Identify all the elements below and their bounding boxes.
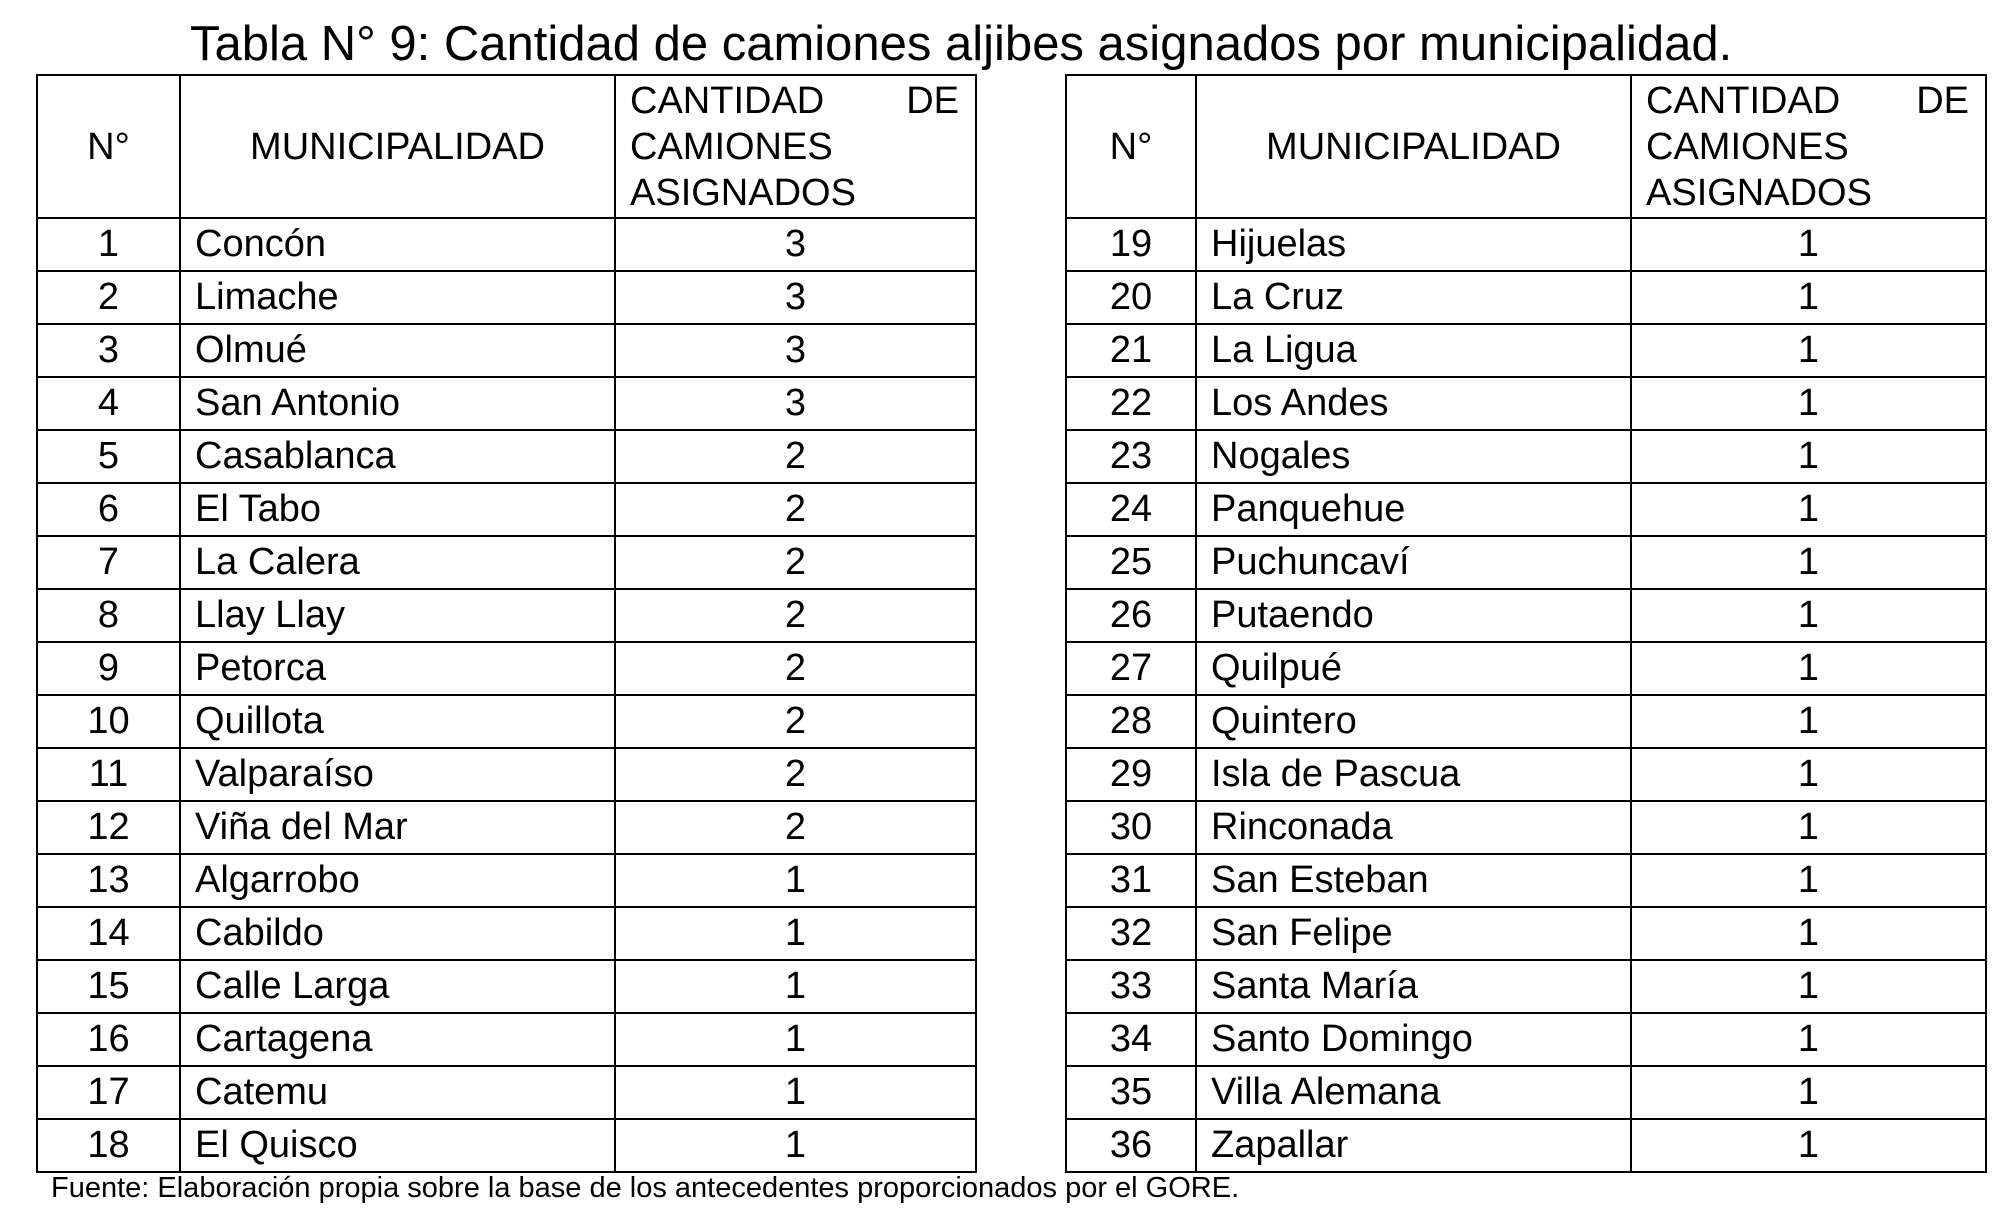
row-quantity: 1 xyxy=(1631,1013,1986,1066)
header-quantity xyxy=(615,75,976,218)
row-quantity: 1 xyxy=(615,854,976,907)
row-quantity: 1 xyxy=(615,907,976,960)
row-number: 7 xyxy=(37,536,180,589)
header-number: N° xyxy=(1066,75,1196,218)
table-row xyxy=(37,377,976,430)
row-quantity: 1 xyxy=(1631,854,1986,907)
table-row xyxy=(1066,854,1986,907)
row-number: 14 xyxy=(37,907,180,960)
row-number: 33 xyxy=(1066,960,1196,1013)
row-municipality: Hijuelas xyxy=(1196,218,1631,271)
table-row xyxy=(1066,1066,1986,1119)
row-number: 35 xyxy=(1066,1066,1196,1119)
row-quantity: 1 xyxy=(615,1119,976,1172)
header-quantity-line1: CANTIDAD DE xyxy=(1646,80,1969,122)
row-quantity: 1 xyxy=(1631,695,1986,748)
row-municipality: Isla de Pascua xyxy=(1196,748,1631,801)
table-row xyxy=(1066,960,1986,1013)
table-row xyxy=(37,854,976,907)
row-quantity: 2 xyxy=(615,642,976,695)
row-number: 8 xyxy=(37,589,180,642)
row-number: 32 xyxy=(1066,907,1196,960)
table-row xyxy=(1066,589,1986,642)
table-row xyxy=(37,1119,976,1172)
table-row xyxy=(1066,1119,1986,1172)
row-municipality: Concón xyxy=(180,218,615,271)
row-number: 25 xyxy=(1066,536,1196,589)
row-number: 30 xyxy=(1066,801,1196,854)
table-row xyxy=(1066,218,1986,271)
row-municipality: Cabildo xyxy=(180,907,615,960)
table-row xyxy=(37,748,976,801)
row-number: 12 xyxy=(37,801,180,854)
row-municipality: La Cruz xyxy=(1196,271,1631,324)
row-municipality: Catemu xyxy=(180,1066,615,1119)
row-quantity: 1 xyxy=(615,960,976,1013)
table-row xyxy=(37,1013,976,1066)
row-quantity: 3 xyxy=(615,271,976,324)
row-number: 27 xyxy=(1066,642,1196,695)
row-quantity: 1 xyxy=(1631,907,1986,960)
row-quantity: 1 xyxy=(1631,589,1986,642)
row-number: 26 xyxy=(1066,589,1196,642)
row-municipality: Santo Domingo xyxy=(1196,1013,1631,1066)
table-row xyxy=(1066,907,1986,960)
row-quantity: 3 xyxy=(615,324,976,377)
table-row xyxy=(1066,536,1986,589)
header-number: N° xyxy=(37,75,180,218)
table-row xyxy=(1066,748,1986,801)
row-municipality: Quillota xyxy=(180,695,615,748)
header-municipality: MUNICIPALIDAD xyxy=(180,75,615,218)
table-row xyxy=(37,536,976,589)
table-row xyxy=(1066,483,1986,536)
row-quantity: 1 xyxy=(1631,960,1986,1013)
table-row xyxy=(1066,377,1986,430)
header-municipality: MUNICIPALIDAD xyxy=(1196,75,1631,218)
row-quantity: 2 xyxy=(615,695,976,748)
row-number: 23 xyxy=(1066,430,1196,483)
header-quantity-line3: ASIGNADOS xyxy=(1646,172,1872,214)
row-number: 31 xyxy=(1066,854,1196,907)
table-row xyxy=(1066,324,1986,377)
table-row xyxy=(37,483,976,536)
row-number: 20 xyxy=(1066,271,1196,324)
table-row xyxy=(37,430,976,483)
row-number: 21 xyxy=(1066,324,1196,377)
row-number: 24 xyxy=(1066,483,1196,536)
table-header-row xyxy=(37,75,976,218)
row-number: 18 xyxy=(37,1119,180,1172)
row-number: 6 xyxy=(37,483,180,536)
table-body-left xyxy=(37,218,976,1172)
row-municipality: Rinconada xyxy=(1196,801,1631,854)
row-quantity: 1 xyxy=(1631,1066,1986,1119)
row-municipality: Santa María xyxy=(1196,960,1631,1013)
row-number: 11 xyxy=(37,748,180,801)
row-number: 4 xyxy=(37,377,180,430)
row-municipality: Petorca xyxy=(180,642,615,695)
header-quantity-line1: CANTIDAD DE xyxy=(630,80,959,122)
row-municipality: Los Andes xyxy=(1196,377,1631,430)
row-municipality: Calle Larga xyxy=(180,960,615,1013)
row-municipality: San Esteban xyxy=(1196,854,1631,907)
row-number: 1 xyxy=(37,218,180,271)
row-municipality: San Felipe xyxy=(1196,907,1631,960)
header-quantity-line2: CAMIONES xyxy=(1646,126,1849,168)
row-municipality: Valparaíso xyxy=(180,748,615,801)
row-number: 3 xyxy=(37,324,180,377)
row-quantity: 1 xyxy=(1631,483,1986,536)
row-municipality: Casablanca xyxy=(180,430,615,483)
table-row xyxy=(1066,430,1986,483)
row-number: 36 xyxy=(1066,1119,1196,1172)
row-quantity: 2 xyxy=(615,801,976,854)
row-municipality: Llay Llay xyxy=(180,589,615,642)
row-number: 17 xyxy=(37,1066,180,1119)
row-quantity: 1 xyxy=(1631,536,1986,589)
row-municipality: Limache xyxy=(180,271,615,324)
table-header-row xyxy=(1066,75,1986,218)
row-number: 9 xyxy=(37,642,180,695)
row-municipality: Quintero xyxy=(1196,695,1631,748)
row-municipality: Quilpué xyxy=(1196,642,1631,695)
row-quantity: 1 xyxy=(1631,218,1986,271)
row-number: 19 xyxy=(1066,218,1196,271)
row-quantity: 2 xyxy=(615,483,976,536)
row-quantity: 3 xyxy=(615,218,976,271)
source-note: Fuente: Elaboración propia sobre la base de los antecedentes proporcionados por el GORE. xyxy=(51,1172,1240,1204)
row-number: 2 xyxy=(37,271,180,324)
row-number: 15 xyxy=(37,960,180,1013)
table-row xyxy=(1066,1013,1986,1066)
row-number: 13 xyxy=(37,854,180,907)
row-municipality: La Calera xyxy=(180,536,615,589)
row-quantity: 1 xyxy=(1631,430,1986,483)
row-quantity: 1 xyxy=(1631,271,1986,324)
row-quantity: 1 xyxy=(1631,748,1986,801)
table-row xyxy=(37,907,976,960)
row-quantity: 2 xyxy=(615,748,976,801)
row-quantity: 1 xyxy=(615,1013,976,1066)
row-number: 28 xyxy=(1066,695,1196,748)
table-row xyxy=(37,642,976,695)
header-quantity-line2: CAMIONES xyxy=(630,126,833,168)
row-municipality: Cartagena xyxy=(180,1013,615,1066)
row-number: 22 xyxy=(1066,377,1196,430)
row-municipality: Olmué xyxy=(180,324,615,377)
row-municipality: San Antonio xyxy=(180,377,615,430)
row-quantity: 1 xyxy=(1631,377,1986,430)
row-quantity: 3 xyxy=(615,377,976,430)
row-municipality: Viña del Mar xyxy=(180,801,615,854)
table-left xyxy=(36,74,977,1173)
row-quantity: 2 xyxy=(615,536,976,589)
row-number: 34 xyxy=(1066,1013,1196,1066)
table-row xyxy=(1066,271,1986,324)
row-municipality: Nogales xyxy=(1196,430,1631,483)
row-quantity: 1 xyxy=(1631,801,1986,854)
table-row xyxy=(37,695,976,748)
row-municipality: El Tabo xyxy=(180,483,615,536)
header-quantity-line3: ASIGNADOS xyxy=(630,172,856,214)
table-row xyxy=(37,324,976,377)
table-title: Tabla N° 9: Cantidad de camiones aljibes asignados por municipalidad. xyxy=(190,17,1733,71)
row-municipality: Puchuncaví xyxy=(1196,536,1631,589)
row-municipality: Villa Alemana xyxy=(1196,1066,1631,1119)
row-quantity: 2 xyxy=(615,430,976,483)
row-municipality: Panquehue xyxy=(1196,483,1631,536)
table-body-right xyxy=(1066,218,1986,1172)
table-row xyxy=(37,801,976,854)
table-row xyxy=(1066,695,1986,748)
row-quantity: 2 xyxy=(615,589,976,642)
table-row xyxy=(37,271,976,324)
row-quantity: 1 xyxy=(1631,642,1986,695)
table-row xyxy=(1066,642,1986,695)
row-quantity: 1 xyxy=(615,1066,976,1119)
header-quantity xyxy=(1631,75,1986,218)
table-row xyxy=(37,218,976,271)
row-number: 16 xyxy=(37,1013,180,1066)
table-row xyxy=(37,1066,976,1119)
row-municipality: Putaendo xyxy=(1196,589,1631,642)
row-municipality: La Ligua xyxy=(1196,324,1631,377)
row-municipality: Algarrobo xyxy=(180,854,615,907)
row-municipality: Zapallar xyxy=(1196,1119,1631,1172)
table-row xyxy=(1066,801,1986,854)
row-number: 10 xyxy=(37,695,180,748)
row-number: 29 xyxy=(1066,748,1196,801)
row-quantity: 1 xyxy=(1631,324,1986,377)
row-quantity: 1 xyxy=(1631,1119,1986,1172)
table-right xyxy=(1065,74,1987,1173)
row-number: 5 xyxy=(37,430,180,483)
row-municipality: El Quisco xyxy=(180,1119,615,1172)
table-row xyxy=(37,589,976,642)
table-row xyxy=(37,960,976,1013)
